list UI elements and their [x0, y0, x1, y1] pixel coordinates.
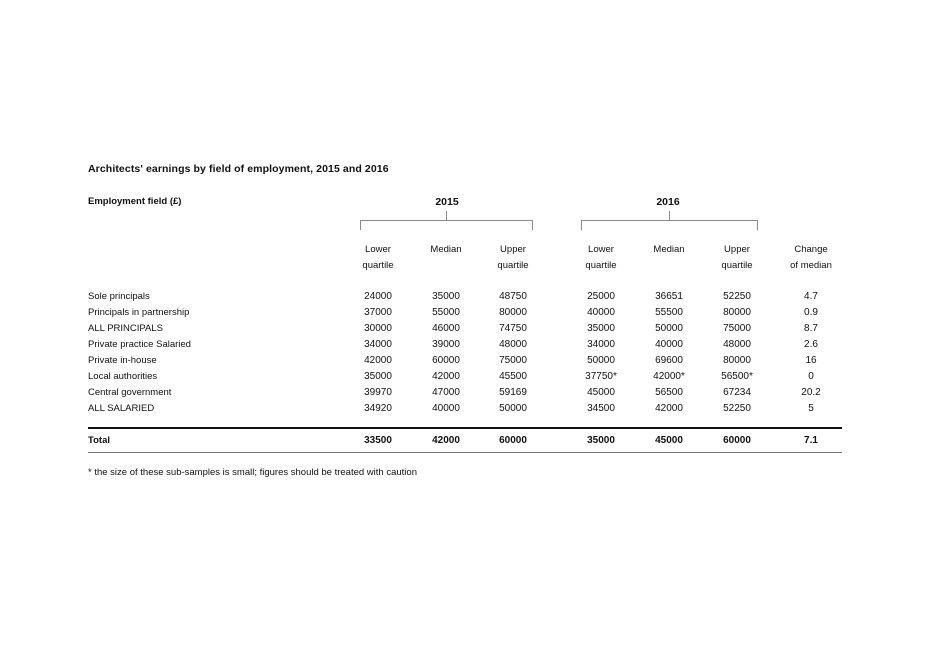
- table-row-cell: 0: [808, 371, 814, 382]
- column-header-line2: quartile: [585, 260, 617, 271]
- total-row-cell: 60000: [723, 435, 751, 446]
- table-row-label: Principals in partnership: [88, 307, 190, 318]
- column-header: [497, 242, 528, 274]
- column-header-line1: Median: [653, 244, 685, 255]
- column-header-line1: Lower: [588, 244, 614, 255]
- table-row-cell: 24000: [364, 291, 392, 302]
- table-row-cell: 67234: [723, 387, 751, 398]
- table-row-cell: 35000: [364, 371, 392, 382]
- table-row-cell: 35000: [587, 323, 615, 334]
- table-row-cell: 50000: [655, 323, 683, 334]
- year-2016-bracket: [581, 220, 758, 230]
- table-row-cell: 0.9: [804, 307, 818, 318]
- column-header-line2: quartile: [497, 260, 529, 271]
- column-header-line1: Change: [794, 244, 828, 255]
- table-title: Architects' earnings by field of employment, 2015 and 2016: [88, 163, 389, 175]
- table-row-cell: 37000: [364, 307, 392, 318]
- table-bottom-rule: [88, 452, 842, 453]
- table-row-label: Local authorities: [88, 371, 158, 382]
- table-row-cell: 4.7: [804, 291, 818, 302]
- total-row-cell: 33500: [364, 435, 392, 446]
- table-row-label: Private practice Salaried: [88, 339, 191, 350]
- table-row-cell: 52250: [723, 403, 751, 414]
- table-row-cell: 34920: [364, 403, 392, 414]
- table-row-cell: 35000: [432, 291, 460, 302]
- column-header: [790, 242, 832, 274]
- table-row-cell: 42000: [432, 371, 460, 382]
- table-row-cell: 50000: [587, 355, 615, 366]
- year-2015-bracket-tick: [446, 211, 447, 220]
- total-row-cell: 60000: [499, 435, 527, 446]
- table-row-label: ALL SALARIED: [88, 403, 155, 414]
- table-row-cell: 25000: [587, 291, 615, 302]
- year-2016-header: 2016: [656, 196, 680, 208]
- column-header: [653, 242, 684, 274]
- column-header: [721, 242, 752, 274]
- table-row-cell: 5: [808, 403, 814, 414]
- year-2015-bracket: [360, 220, 533, 230]
- column-header: [585, 242, 616, 274]
- table-row-label: Private in-house: [88, 355, 157, 366]
- column-header-line2: quartile: [721, 260, 753, 271]
- table-row-label: Sole principals: [88, 291, 150, 302]
- table-row-cell: 39000: [432, 339, 460, 350]
- column-header-line1: Median: [430, 244, 462, 255]
- table-row-cell: 48750: [499, 291, 527, 302]
- table-row-cell: 48000: [723, 339, 751, 350]
- table-row-cell: 40000: [587, 307, 615, 318]
- column-header-line2: [653, 258, 684, 274]
- table-row-cell: 80000: [499, 307, 527, 318]
- column-header-line1: Upper: [500, 244, 526, 255]
- column-header: [362, 242, 393, 274]
- total-divider: [88, 427, 842, 429]
- table-row-cell: 36651: [655, 291, 683, 302]
- table-row-cell: 75000: [499, 355, 527, 366]
- column-header-line2: quartile: [362, 260, 394, 271]
- table-row-cell: 59169: [499, 387, 527, 398]
- table-row-cell: 74750: [499, 323, 527, 334]
- table-row-cell: 37750*: [585, 371, 617, 382]
- total-row-label: Total: [88, 435, 110, 446]
- table-row-cell: 20.2: [801, 387, 821, 398]
- table-row-cell: 34000: [587, 339, 615, 350]
- total-row-cell: 7.1: [804, 435, 818, 446]
- column-header-line2: [430, 258, 461, 274]
- year-2016-bracket-tick: [669, 211, 670, 220]
- table-row-cell: 56500*: [721, 371, 753, 382]
- table-row-cell: 75000: [723, 323, 751, 334]
- footnote: * the size of these sub-samples is small; figures should be treated with caution: [88, 467, 417, 478]
- table-row-cell: 80000: [723, 355, 751, 366]
- table-row-cell: 55500: [655, 307, 683, 318]
- column-header: [430, 242, 461, 274]
- column-header-line1: Lower: [365, 244, 391, 255]
- total-row-cell: 42000: [432, 435, 460, 446]
- table-row-cell: 45000: [587, 387, 615, 398]
- table-row-cell: 55000: [432, 307, 460, 318]
- table-row-cell: 52250: [723, 291, 751, 302]
- table-row-cell: 60000: [432, 355, 460, 366]
- column-header-line1: Upper: [724, 244, 750, 255]
- employment-field-header: Employment field (£): [88, 196, 182, 207]
- table-row-cell: 40000: [432, 403, 460, 414]
- table-row-cell: 34500: [587, 403, 615, 414]
- table-row-cell: 8.7: [804, 323, 818, 334]
- table-row-cell: 30000: [364, 323, 392, 334]
- table-row-cell: 50000: [499, 403, 527, 414]
- table-row-cell: 80000: [723, 307, 751, 318]
- year-2015-header: 2015: [435, 196, 459, 208]
- table-row-cell: 45500: [499, 371, 527, 382]
- table-row-cell: 46000: [432, 323, 460, 334]
- table-row-cell: 69600: [655, 355, 683, 366]
- table-row-cell: 48000: [499, 339, 527, 350]
- table-row-label: Central government: [88, 387, 172, 398]
- table-row-cell: 16: [805, 355, 817, 366]
- table-row-cell: 40000: [655, 339, 683, 350]
- table-row-cell: 2.6: [804, 339, 818, 350]
- table-row-cell: 42000*: [653, 371, 685, 382]
- table-row-cell: 34000: [364, 339, 392, 350]
- column-header-line2: of median: [790, 260, 832, 271]
- table-row-cell: 39970: [364, 387, 392, 398]
- total-row-cell: 45000: [655, 435, 683, 446]
- table-row-cell: 56500: [655, 387, 683, 398]
- table-row-cell: 42000: [364, 355, 392, 366]
- table-row-cell: 42000: [655, 403, 683, 414]
- total-row-cell: 35000: [587, 435, 615, 446]
- table-row-label: ALL PRINCIPALS: [88, 323, 163, 334]
- table-row-cell: 47000: [432, 387, 460, 398]
